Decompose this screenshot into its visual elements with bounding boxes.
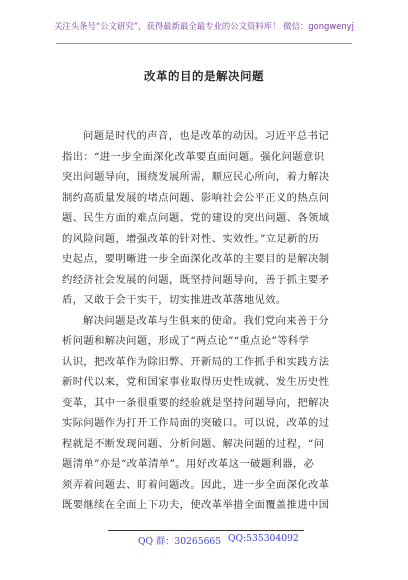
text-line: 认识，把改革作为除旧弊、开新局的工作抓手和实践方法 bbox=[62, 355, 330, 368]
text-line: 新时代以来，党和国家事业取得历史性成就、发生历史性 bbox=[62, 376, 330, 388]
page-header-banner: 关注头条号“公文研究”，获得最新最全最专业的公文资料库！ 微信：gongwenyj bbox=[54, 21, 354, 31]
text-line: 程就是不断发现问题、分析问题、解决问题的过程，“问 bbox=[62, 437, 325, 450]
text-line: 问题是时代的声音，也是改革的动因。习近平总书记 bbox=[83, 130, 330, 142]
text-line: 解决问题是改革与生俱来的使命。我们党向来善于分 bbox=[83, 314, 330, 327]
text-line: 析问题和解决问题，形成了“两点论”“重点论”等科学 bbox=[62, 335, 310, 347]
text-line: 实际问题作为打开工作局面的突破口。可以说，改革的过 bbox=[62, 417, 330, 429]
text-line: 制约高质量发展的堵点问题、影响社会公平正义的热点问 bbox=[62, 191, 330, 204]
footer-rule bbox=[108, 530, 304, 531]
footer-qq-number: QQ:535304092 bbox=[228, 533, 299, 544]
text-line: 指出：“进一步全面深化改革要直面问题。强化问题意识 bbox=[62, 150, 325, 163]
text-line: 题、民生方面的难点问题、党的建设的突出问题、各领域 bbox=[62, 212, 330, 224]
document-body bbox=[62, 126, 347, 516]
footer-qq-group: QQ 群：30265665 bbox=[138, 536, 222, 547]
header-rule bbox=[56, 43, 352, 44]
document-title: 改革的目的是解决问题 bbox=[144, 69, 264, 83]
text-line: 变革，其中一条很重要的经验就是坚持问题导向，把解决 bbox=[62, 396, 330, 409]
text-line: 约经济社会发展的问题，既坚持问题导向，善于抓主要矛 bbox=[62, 273, 330, 286]
text-line: 题清单”亦是“改革清单”。用好改革这一破题利器，必 bbox=[62, 458, 315, 470]
text-line: 的风险问题，增强改革的针对性、实效性。”立足新的历 bbox=[62, 232, 320, 245]
text-line: 既要继续在全面上下功夫，使改革举措全面覆盖推进中国 bbox=[62, 499, 330, 511]
text-line: 盾，又敢于会干实干，切实推进改革落地见效。 bbox=[62, 294, 287, 306]
text-line: 史起点，要明晰进一步全面深化改革的主要目的是解决制 bbox=[62, 253, 330, 265]
text-line: 突出问题导向，围绕发展所需，顺应民心所向，着力解决 bbox=[62, 171, 330, 183]
text-line: 须弄着问题去、盯着问题改。因此，进一步全面深化改革 bbox=[62, 478, 330, 491]
